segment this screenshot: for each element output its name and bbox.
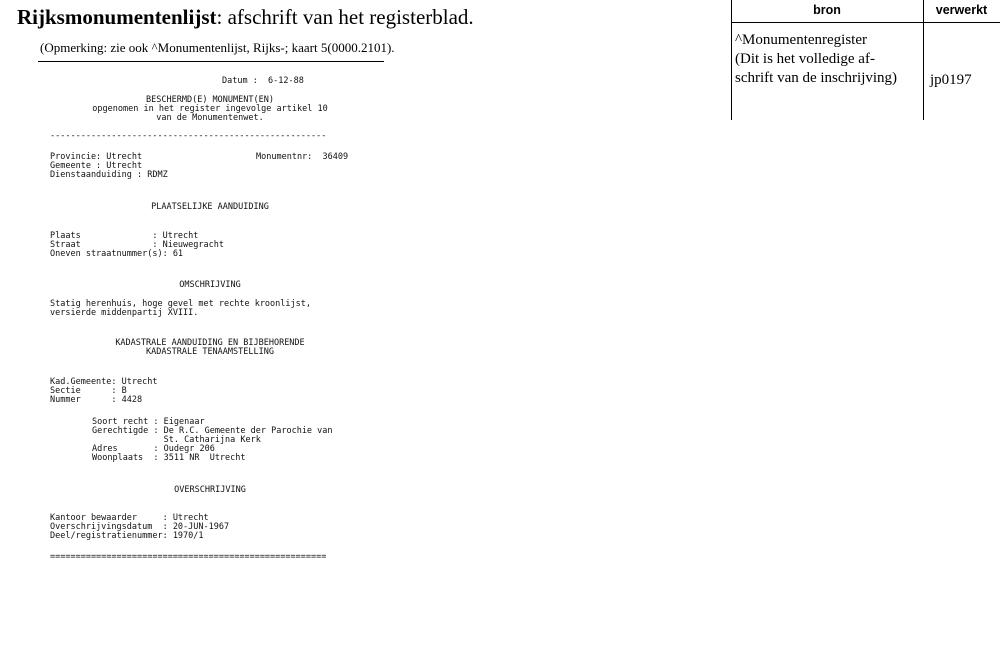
table-border-left — [731, 0, 732, 120]
plaats-line: Plaats : Utrecht — [50, 231, 199, 241]
soort-recht-line: Soort recht : Eigenaar — [92, 417, 205, 427]
provincie: Provincie: Utrecht — [50, 152, 143, 162]
table-border-mid — [923, 0, 924, 120]
page-title — [17, 5, 474, 30]
woonplaats-line: Woonplaats : 3511 NR Utrecht — [92, 453, 246, 463]
title-bold: Rijksmonumentenlijst — [17, 5, 217, 29]
adres-line: Adres : Oudegr 206 — [92, 444, 215, 454]
nummer-line: Nummer : 4428 — [50, 395, 143, 405]
omschrijving-line-1: Statig herenhuis, hoge gevel met rechte kroonlijst, — [50, 299, 311, 309]
section-title-kadastrale-1: KADASTRALE AANDUIDING EN BIJBEHORENDE — [115, 338, 305, 348]
source-line-2: (Dit is het volledige af- — [735, 51, 875, 67]
heading-line-3: van de Monumentenwet. — [156, 113, 264, 123]
reference-note: (Opmerking: zie ook ^Monumentenlijst, Rijks-; kaart 5(0000.2101). — [40, 40, 395, 55]
title-rest: : afschrift van het registerblad. — [216, 5, 474, 29]
section-title-kadastrale-2: KADASTRALE TENAAMSTELLING — [146, 347, 274, 357]
section-title-plaatselijke: PLAATSELIJKE AANDUIDING — [151, 202, 269, 212]
gerechtigde-line-2: St. Catharijna Kerk — [92, 435, 261, 445]
source-line-1: ^Monumentenregister — [735, 32, 868, 48]
straat-line: Straat : Nieuwegracht — [50, 240, 224, 250]
header-verwerkt: verwerkt — [935, 3, 988, 17]
separator-equals: ====================================================== — [50, 552, 327, 562]
heading-line-2: opgenomen in het register ingevolge artikel 10 — [92, 104, 328, 114]
source-table — [731, 0, 1000, 120]
gemeente: Gemeente : Utrecht — [50, 161, 143, 171]
dienstaanduiding: Dienstaanduiding : RDMZ — [50, 170, 168, 180]
header-bron: bron — [813, 3, 841, 17]
section-title-omschrijving: OMSCHRIJVING — [179, 280, 241, 290]
date-line: Datum : 6-12-88 — [222, 76, 304, 86]
separator-dash: ------------------------------------------------------ — [50, 131, 327, 141]
title-rule — [38, 61, 384, 62]
heading-line-1: BESCHERMD(E) MONUMENT(EN) — [146, 95, 274, 105]
omschrijving-line-2: versierde middenpartij XVIII. — [50, 308, 199, 318]
gerechtigde-line: Gerechtigde : De R.C. Gemeente der Parochie van — [92, 426, 333, 436]
table-header-rule — [731, 22, 1000, 23]
sectie-line: Sectie : B — [50, 386, 127, 396]
registratienummer-line: Deel/registratienummer: 1970/1 — [50, 531, 204, 541]
overschrijvingsdatum-line: Overschrijvingsdatum : 20-JUN-1967 — [50, 522, 230, 532]
processed-code: jp0197 — [930, 72, 972, 88]
kantoor-line: Kantoor bewaarder : Utrecht — [50, 513, 209, 523]
straatnummer-line: Oneven straatnummer(s): 61 — [50, 249, 184, 259]
kad-gemeente-line: Kad.Gemeente: Utrecht — [50, 377, 158, 387]
monumentnr: Monumentnr: 36409 — [256, 152, 349, 162]
section-title-overschrijving: OVERSCHRIJVING — [174, 485, 246, 495]
source-line-3: schrift van de inschrijving) — [735, 70, 898, 86]
